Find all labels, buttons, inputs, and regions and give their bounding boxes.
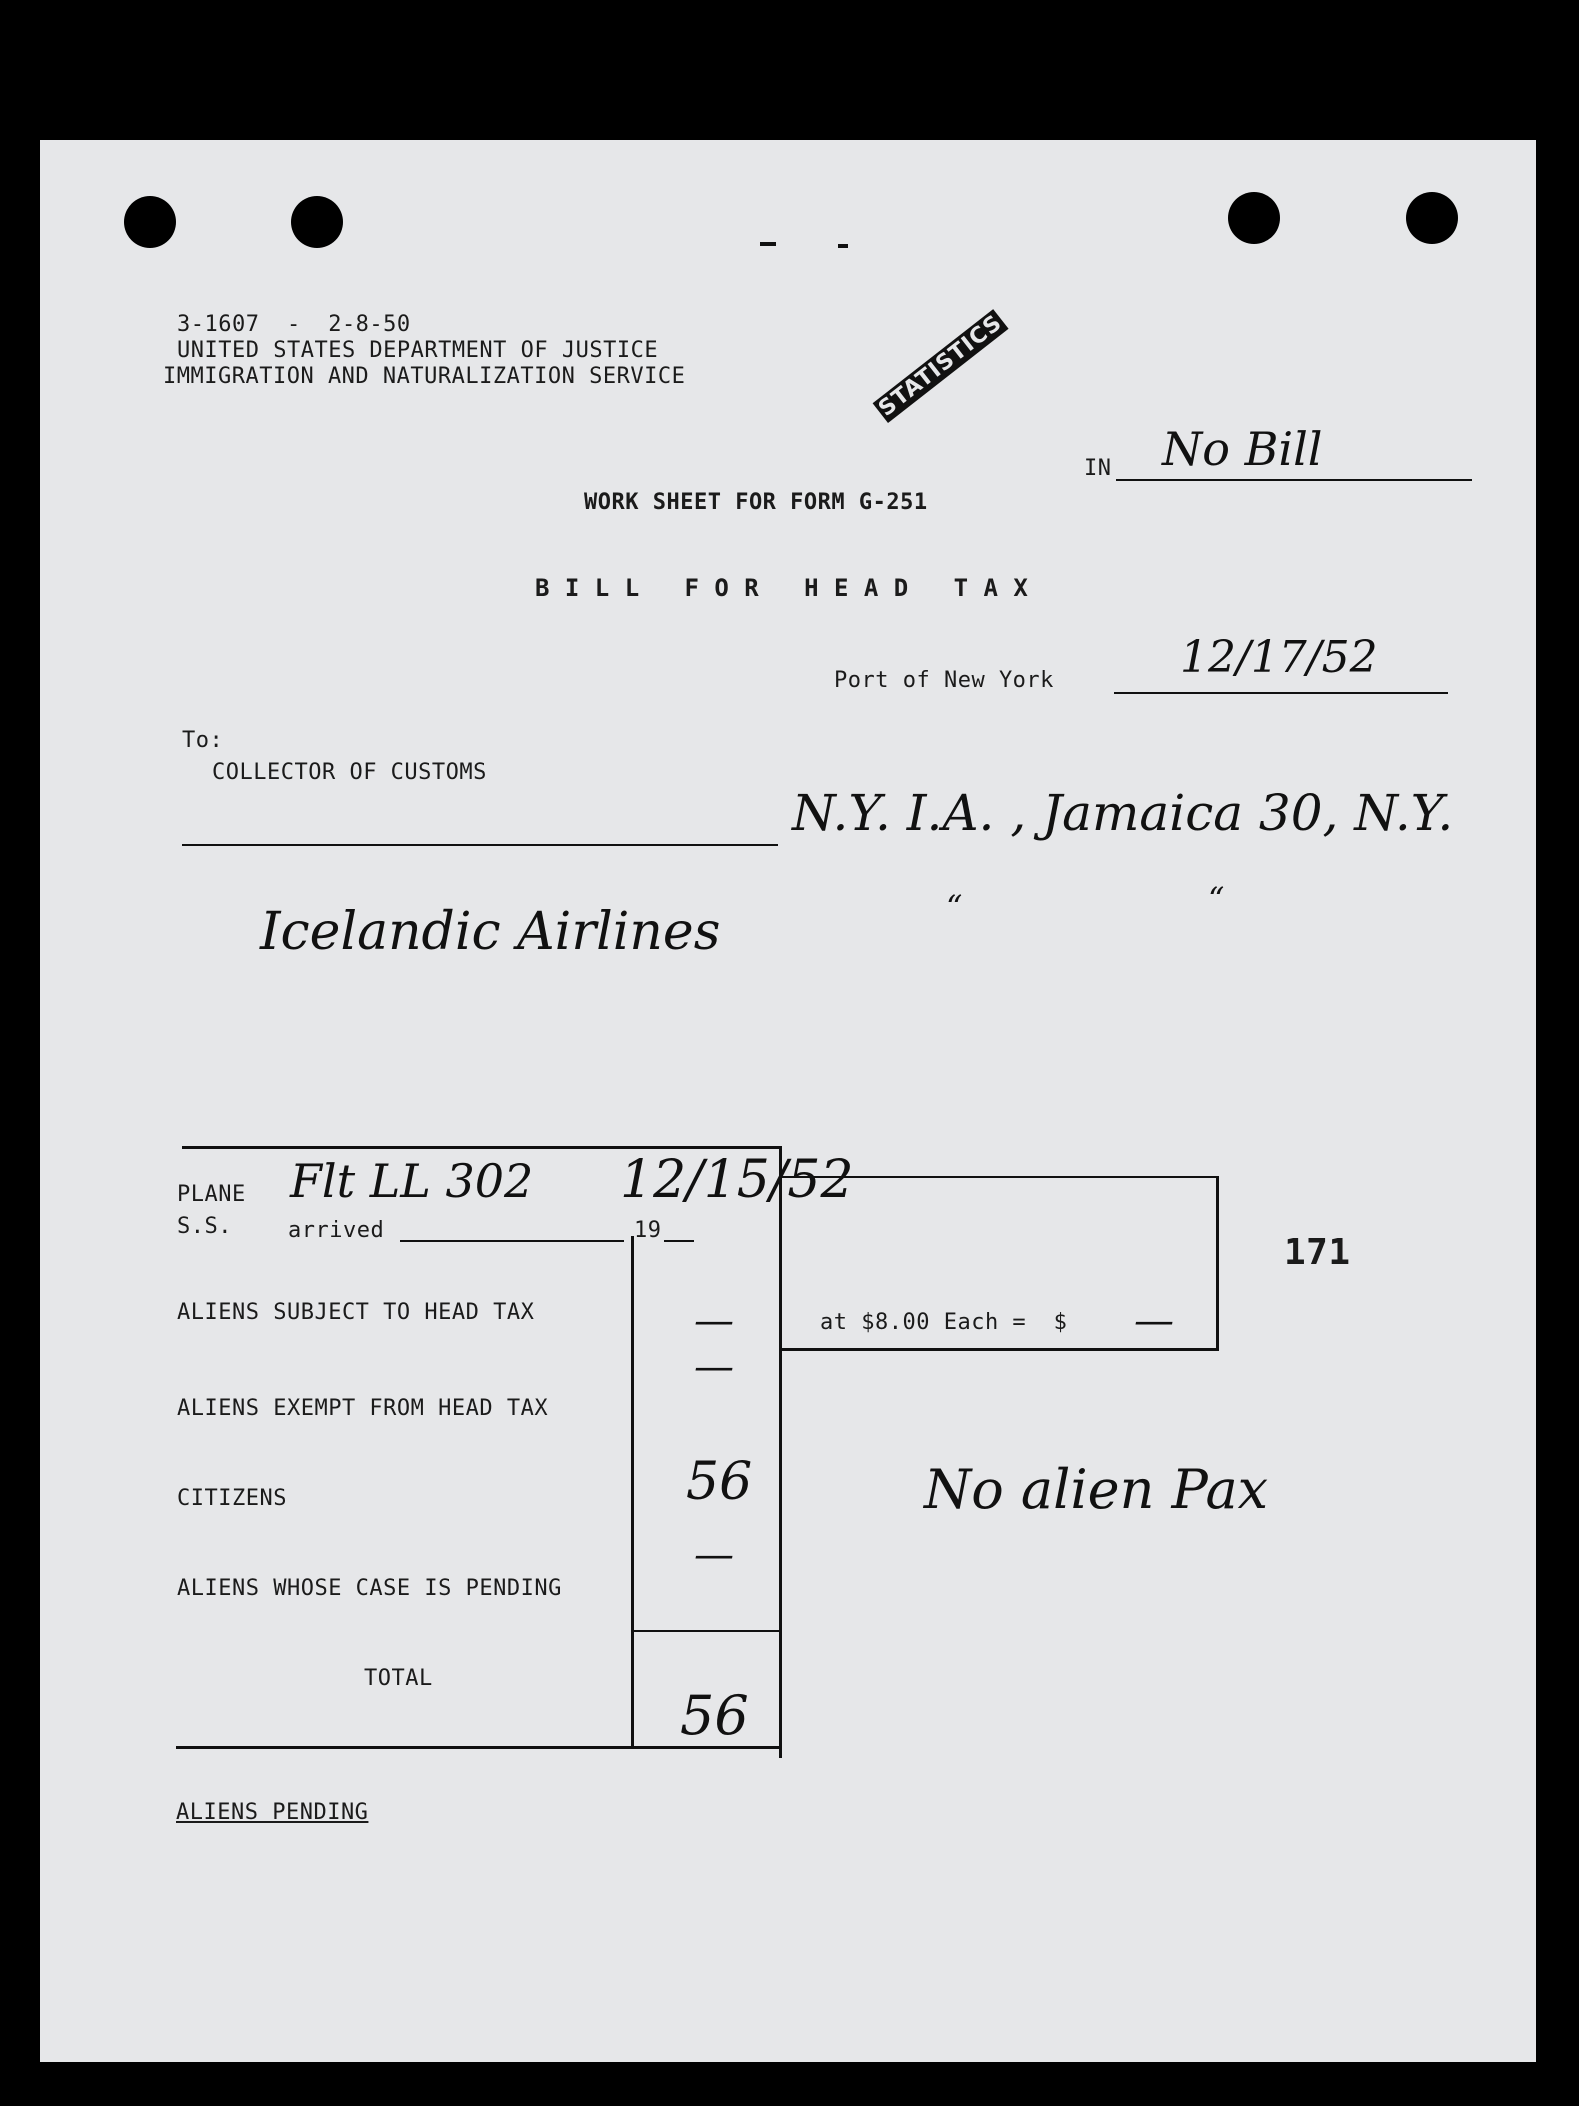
arrived-label: arrived [288,1218,385,1243]
ss-label: S.S. [177,1214,232,1239]
flight-handwritten: Flt LL 302 [290,1154,534,1208]
airline-handwritten: Icelandic Airlines [260,902,721,962]
table-top-rule [182,1146,782,1149]
in-underline [1116,479,1472,481]
row-aliens-pending-label: ALIENS WHOSE CASE IS PENDING [177,1576,562,1601]
rate-box-bottom [780,1348,1219,1351]
total-value: 56 [680,1684,749,1747]
punch-hole [1228,192,1280,244]
plane-label: PLANE [177,1182,246,1207]
rate-amount: — [1134,1298,1174,1344]
rate-text: at $8.00 Each = $ [820,1310,1068,1335]
row-citizens-value: 56 [686,1452,753,1512]
punch-hole [124,196,176,248]
recipient-handwritten: N.Y. I.A. , Jamaica 30, N.Y. [792,784,1454,842]
ditto-mark: “ [1208,880,1225,918]
form-number: 3-1607 - 2-8-50 [177,312,411,337]
total-label: TOTAL [364,1666,433,1691]
arrival-date-handwritten: 12/15/52 [620,1150,854,1210]
arrived-underline [400,1240,624,1242]
document-page [40,140,1536,2062]
page-count: 171 [1284,1232,1351,1273]
in-label: IN [1084,456,1112,481]
year-label: 19 [634,1218,662,1243]
in-value: No Bill [1162,422,1323,476]
table-column-left-rule [631,1236,634,1748]
total-separator-rule [633,1630,781,1632]
ink-speck [838,244,848,248]
aliens-pending-heading: ALIENS PENDING [176,1800,369,1825]
to-label: To: [182,728,224,753]
port-label: Port of New York [834,668,1054,693]
recipient-underline [182,844,778,846]
row-aliens-subject-value: — [694,1298,734,1344]
agency-service: IMMIGRATION AND NATURALIZATION SERVICE [163,364,686,389]
bill-title: B I L L F O R H E A D T A X [535,574,1029,602]
port-date-underline [1114,692,1448,694]
port-date: 12/17/52 [1180,632,1378,683]
punch-hole [291,196,343,248]
row-aliens-subject-label: ALIENS SUBJECT TO HEAD TAX [177,1300,535,1325]
row-citizens-label: CITIZENS [177,1486,287,1511]
rate-box-right [1216,1176,1219,1350]
row-aliens-exempt-label: ALIENS EXEMPT FROM HEAD TAX [177,1396,549,1421]
statistics-stamp: STATISTICS [874,310,1008,422]
to-recipient: COLLECTOR OF CUSTOMS [212,760,487,785]
ditto-mark: “ [946,888,963,926]
agency-name: UNITED STATES DEPARTMENT OF JUSTICE [177,338,659,363]
note-handwritten: No alien Pax [924,1458,1269,1521]
table-column-right-rule [779,1146,782,1758]
worksheet-title: WORK SHEET FOR FORM G-251 [584,490,928,515]
year-underline [664,1240,694,1242]
punch-hole [1406,192,1458,244]
ink-speck [760,242,776,246]
row-aliens-exempt-value: — [694,1344,734,1390]
row-aliens-pending-value: — [694,1532,734,1578]
